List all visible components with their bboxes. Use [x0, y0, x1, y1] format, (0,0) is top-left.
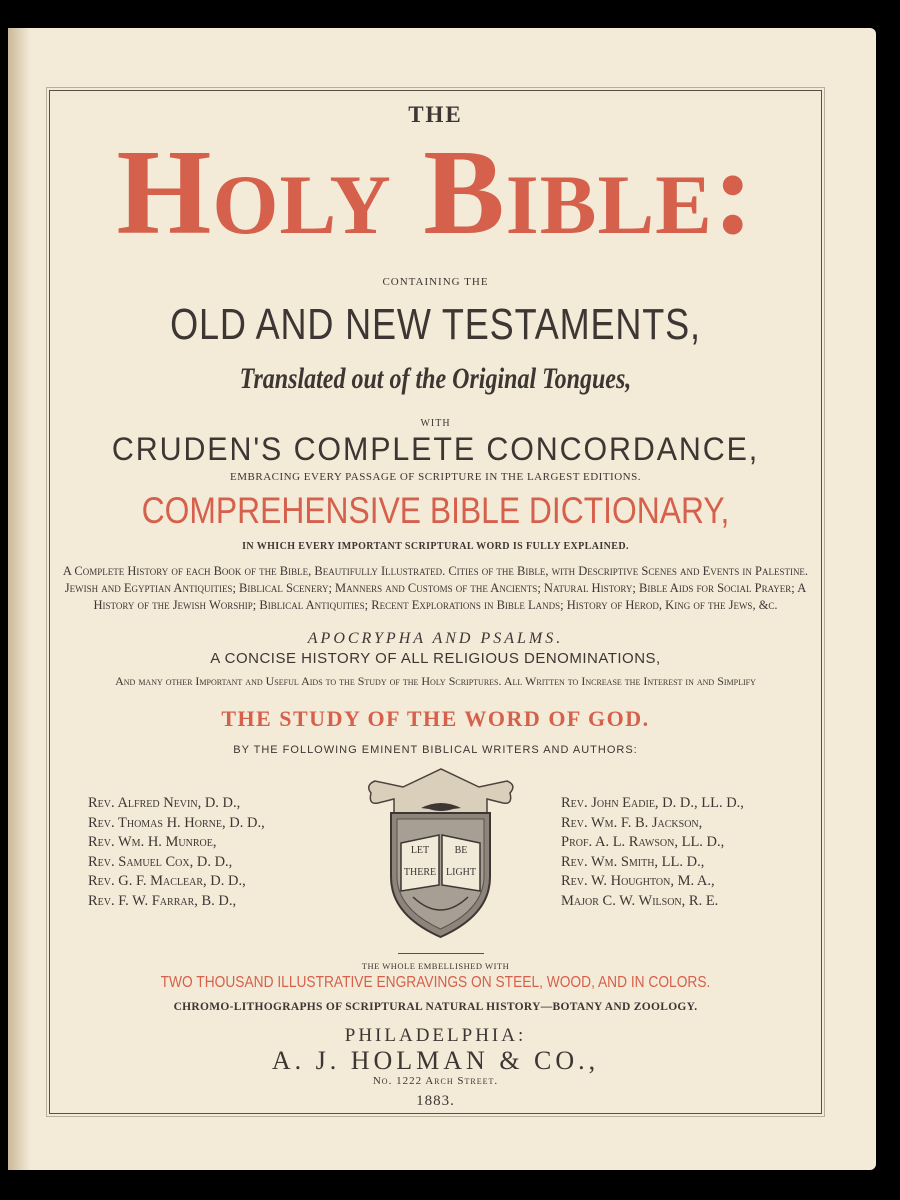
publisher-name: A. J. HOLMAN & CO.,: [271, 1046, 600, 1075]
author-name: Rev. G. F. Maclear, D. D.,: [88, 873, 246, 889]
author-name: Rev. F. W. Farrar, B. D.,: [88, 892, 237, 909]
emblem-text: LET: [410, 845, 430, 856]
author-name: Rev. Wm. H. Munroe,: [88, 834, 217, 850]
book-gutter: [8, 28, 30, 1170]
history-paragraph: A Complete History of each Book of the Bible, Beautifully Illustrated. Cities of the Bible, with Descriptive Scenes and Events in Palestine. Jewish and Egyptian Antiquities; Biblical Scenery; Manners and Customs of the Ancients; Natural History; Bible Aids for Social Prayer; A History of the Jewish Worship; Biblical Antiquities; Recent Explorations in Bible Lands; History of Herod, King of the Jews, &c.: [62, 564, 809, 612]
embracing-line: EMBRACING EVERY PASSAGE OF SCRIPTURE IN THE LARGEST EDITIONS.: [230, 471, 641, 483]
emblem-text: THERE: [403, 867, 437, 878]
publisher-city: PHILADELPHIA:: [344, 1025, 527, 1046]
author-name: Rev. W. Houghton, M. A.,: [561, 873, 715, 889]
translated-line: Translated out of the Original Tongues,: [239, 362, 632, 395]
publisher-address: No. 1222 Arch Street.: [372, 1075, 499, 1087]
author-name: Rev. Samuel Cox, D. D.,: [88, 853, 233, 870]
authors-right-column: [561, 794, 744, 911]
concise-history-heading: A CONCISE HISTORY OF ALL RELIGIOUS DENOMINATIONS,: [210, 650, 661, 667]
testaments-heading: OLD AND NEW TESTAMENTS,: [170, 300, 701, 349]
shield-emblem-icon: [363, 765, 518, 945]
author-name: Rev. Wm. F. B. Jackson,: [561, 814, 703, 831]
main-title: Holy Bible:: [116, 125, 755, 260]
authors-left-column: [88, 794, 265, 911]
study-heading: THE STUDY OF THE WORD OF GOD.: [221, 706, 650, 731]
containing-line: CONTAINING THE: [382, 276, 489, 288]
publication-year: 1883.: [416, 1093, 455, 1109]
engravings-heading: TWO THOUSAND ILLUSTRATIVE ENGRAVINGS ON STEEL, WOOD, AND IN COLORS.: [160, 974, 711, 991]
aids-paragraph: And many other Important and Useful Aids to the Study of the Holy Scriptures. All Written to Increase the Interest in and Simplify: [115, 674, 756, 688]
author-name: Rev. Wm. Smith, LL. D.,: [561, 853, 705, 870]
chromo-line: CHROMO-LITHOGRAPHS OF SCRIPTURAL NATURAL HISTORY—BOTANY AND ZOOLOGY.: [173, 1001, 698, 1013]
explained-line: IN WHICH EVERY IMPORTANT SCRIPTURAL WORD IS FULLY EXPLAINED.: [242, 541, 629, 552]
emblem-text: LIGHT: [446, 867, 476, 878]
title-article: THE: [408, 102, 463, 127]
author-name: Prof. A. L. Rawson, LL. D.,: [561, 834, 725, 850]
with-line: WITH: [420, 418, 451, 429]
author-name: Major C. W. Wilson, R. E.: [561, 892, 719, 909]
emblem-text: BE: [454, 845, 468, 856]
apocrypha-heading: APOCRYPHA AND PSALMS.: [307, 630, 564, 647]
author-name: Rev. John Eadie, D. D., LL. D.,: [561, 795, 744, 811]
concordance-heading: CRUDEN'S COMPLETE CONCORDANCE,: [111, 431, 760, 467]
author-name: Rev. Alfred Nevin, D. D.,: [88, 795, 241, 811]
authors-intro: BY THE FOLLOWING EMINENT BIBLICAL WRITERS AND AUTHORS:: [233, 744, 638, 756]
embellished-line: THE WHOLE EMBELLISHED WITH: [361, 961, 510, 971]
dictionary-heading: COMPREHENSIVE BIBLE DICTIONARY,: [141, 490, 730, 531]
divider: [398, 953, 484, 954]
author-name: Rev. Thomas H. Horne, D. D.,: [88, 814, 265, 831]
